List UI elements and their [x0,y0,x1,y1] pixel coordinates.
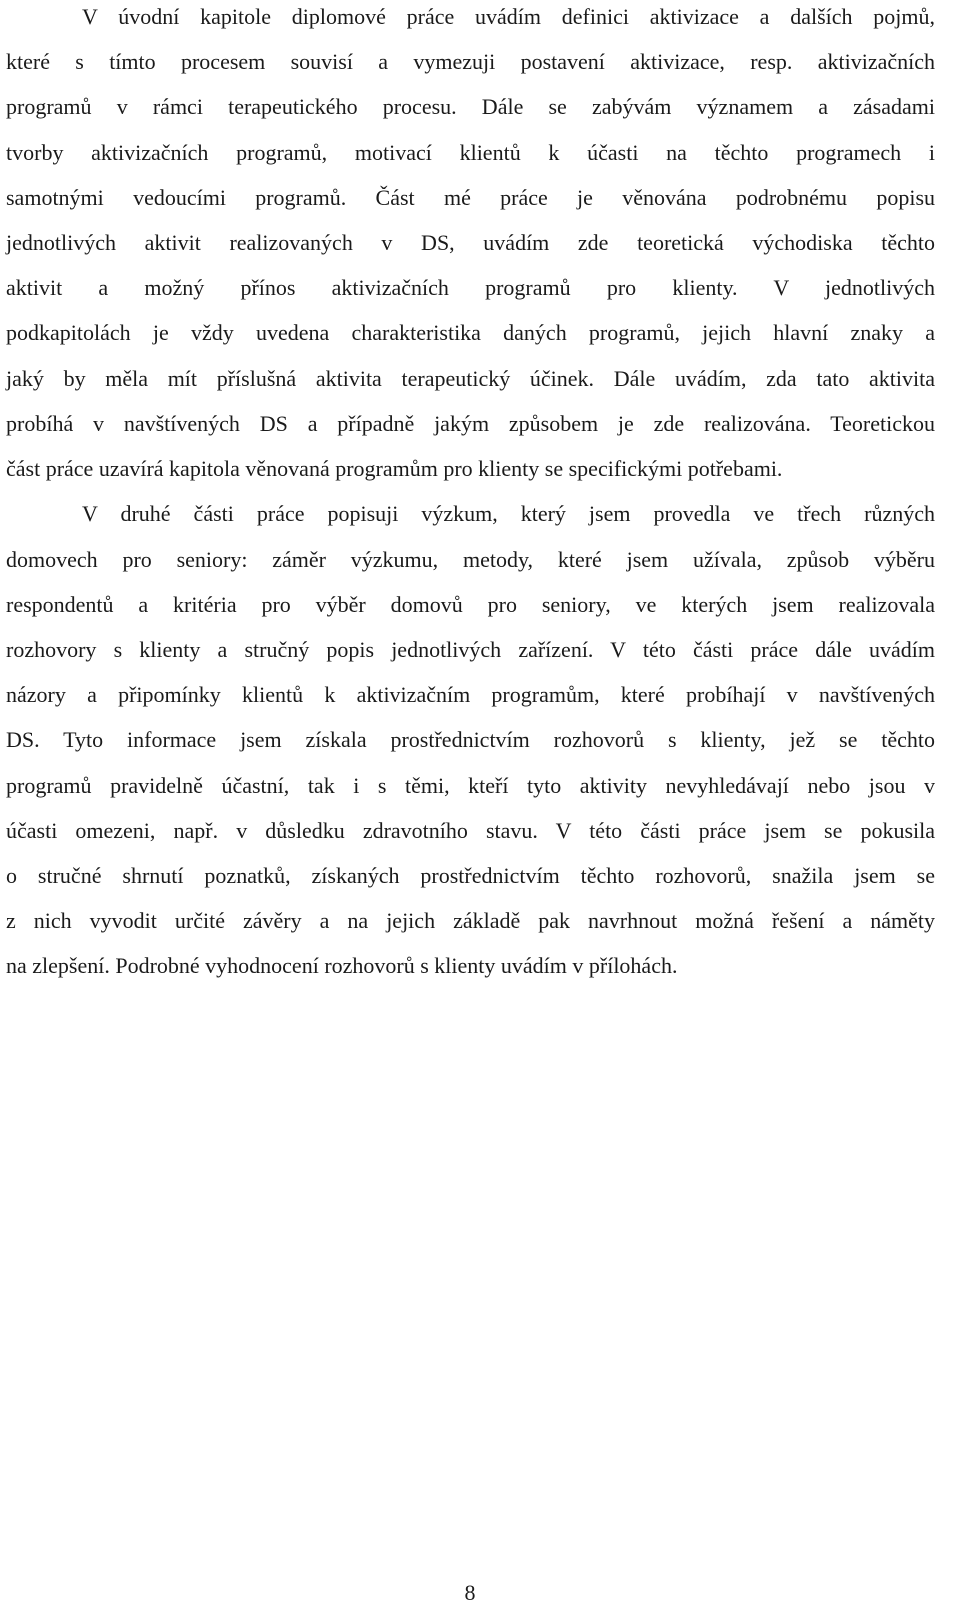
text-line: aktivit a možný přínos aktivizačních programů pro klienty. V jednotlivých [6,275,935,300]
text-line: probíhá v navštívených DS a případně jakým způsobem je zde realizována. Teoretickou [6,411,935,436]
text-line: programů v rámci terapeutického procesu. Dále se zabývám významem a zásadami [6,94,935,119]
text-line: domovech pro seniory: záměr výzkumu, metody, které jsem užívala, způsob výběru [6,547,935,572]
text-line: DS. Tyto informace jsem získala prostřednictvím rozhovorů s klienty, jež se těchto [6,727,935,752]
text-line: které s tímto procesem souvisí a vymezuji postavení aktivizace, resp. aktivizačních [6,49,935,74]
text-line: tvorby aktivizačních programů, motivací klientů k účasti na těchto programech i [6,140,935,165]
page-number: 8 [464,1580,476,1605]
text-line: V úvodní kapitole diplomové práce uvádím definici aktivizace a dalších pojmů, [82,4,935,29]
text-line: část práce uzavírá kapitola věnovaná programům pro klienty se specifickými potřebami. [6,456,783,481]
text-line: V druhé části práce popisuji výzkum, který jsem provedla ve třech různých [82,501,935,526]
text-line: o stručné shrnutí poznatků, získaných prostřednictvím těchto rozhovorů, snažila jsem se [6,863,935,888]
text-line: podkapitolách je vždy uvedena charakteristika daných programů, jejich hlavní znaky a [6,320,935,345]
text-line: na zlepšení. Podrobné vyhodnocení rozhovorů s klienty uvádím v přílohách. [6,953,678,978]
text-line: programů pravidelně účastní, tak i s těmi, kteří tyto aktivity nevyhledávají nebo jsou v [6,773,935,798]
text-line: respondentů a kritéria pro výběr domovů pro seniory, ve kterých jsem realizovala [6,592,935,617]
text-line: účasti omezeni, např. v důsledku zdravotního stavu. V této části práce jsem se pokusila [6,818,935,843]
text-line: z nich vyvodit určité závěry a na jejich základě pak navrhnout možná řešení a náměty [6,908,935,933]
text-line: samotnými vedoucími programů. Část mé práce je věnována podrobnému popisu [6,185,935,210]
text-line: jaký by měla mít příslušná aktivita terapeutický účinek. Dále uvádím, zda tato aktivita [6,366,935,391]
text-line: jednotlivých aktivit realizovaných v DS, uvádím zde teoretická východiska těchto [6,230,935,255]
text-line: rozhovory s klienty a stručný popis jednotlivých zařízení. V této části práce dále uvádím [6,637,935,662]
text-line: názory a připomínky klientů k aktivizačním programům, které probíhají v navštívených [6,682,935,707]
